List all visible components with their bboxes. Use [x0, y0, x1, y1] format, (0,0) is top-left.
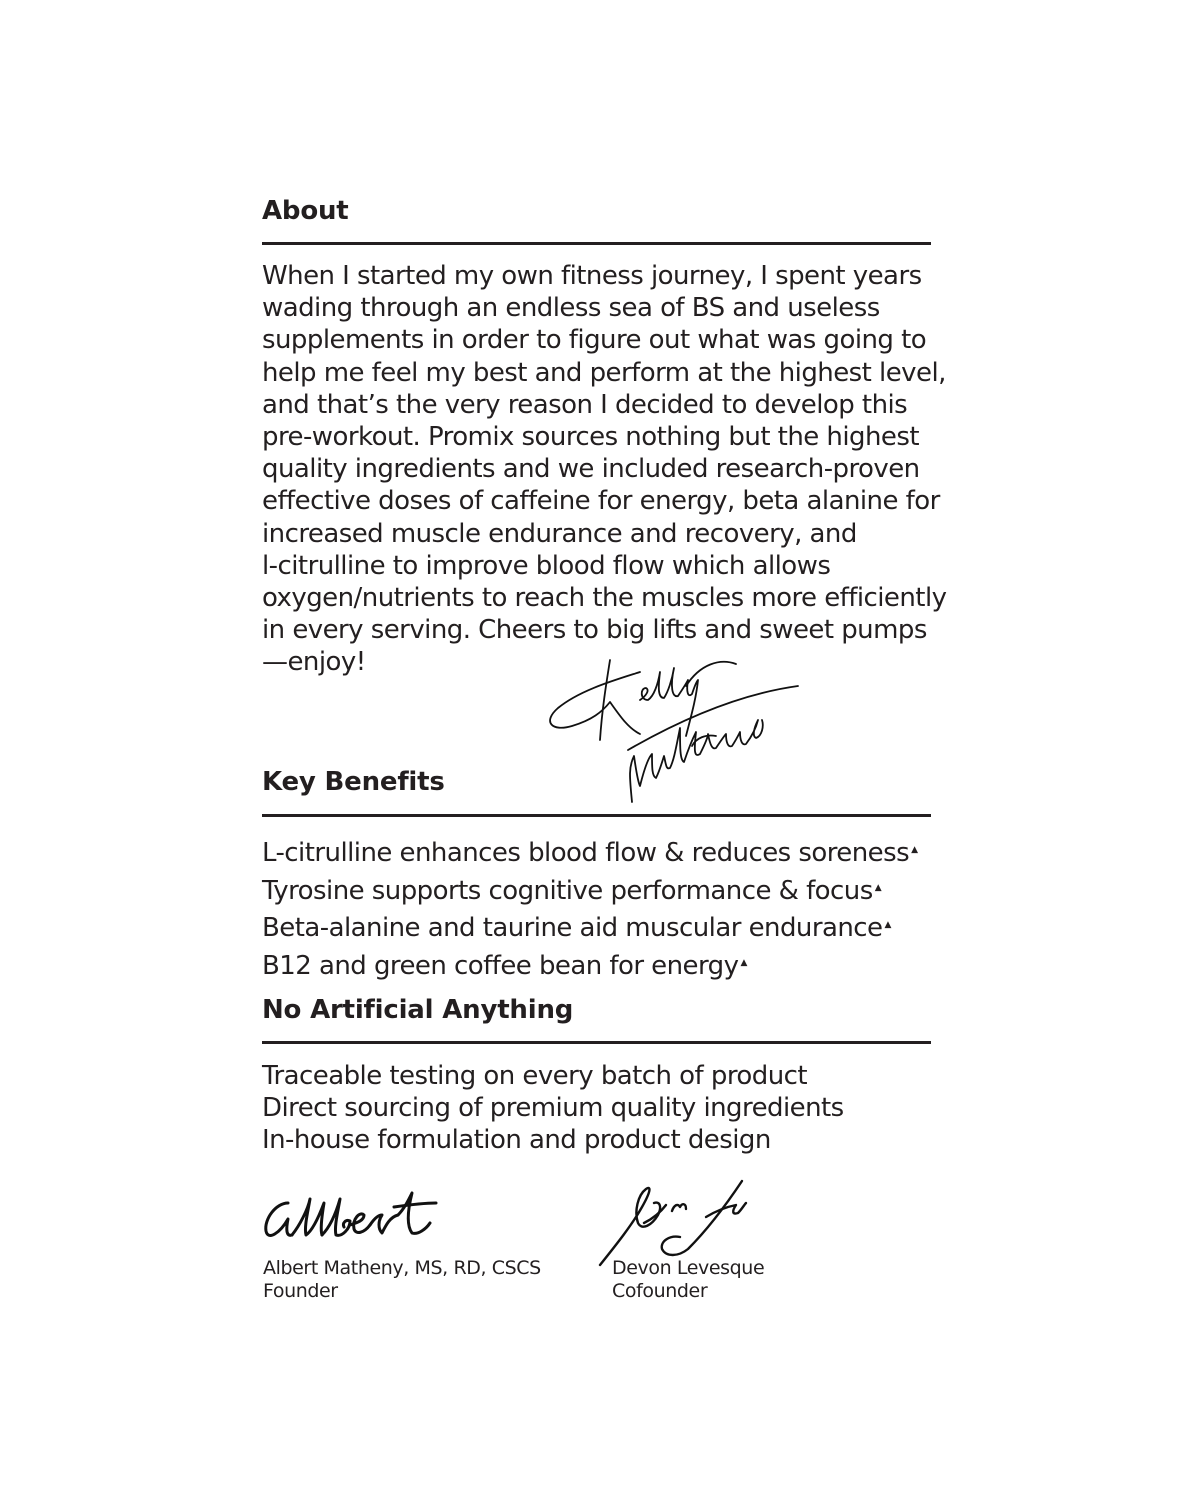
founder-role: Founder	[263, 1280, 338, 1302]
albert-signature	[258, 1185, 448, 1250]
list-item: Traceable testing on every batch of product	[262, 1061, 808, 1091]
about-line: increased muscle endurance and recovery, and	[262, 518, 857, 549]
about-heading: About	[262, 196, 349, 226]
no-artificial-list	[262, 1060, 844, 1156]
about-line: l-citrulline to improve blood flow which allows	[262, 550, 831, 581]
key-benefits-heading: Key Benefits	[262, 767, 445, 797]
list-item	[262, 908, 918, 946]
triangle-marker-icon: ▲	[740, 957, 748, 968]
cofounder-caption	[612, 1257, 764, 1303]
benefit-text: B12 and green coffee bean for energy	[262, 950, 739, 981]
triangle-marker-icon: ▲	[874, 882, 882, 893]
cofounder-name: Devon Levesque	[612, 1257, 765, 1279]
about-line: and that’s the very reason I decided to develop this	[262, 389, 908, 420]
about-line: —enjoy!	[262, 647, 366, 678]
triangle-marker-icon: ▲	[911, 845, 919, 855]
triangle-marker-icon: ▲	[884, 920, 892, 930]
list-item	[262, 946, 918, 984]
benefit-text: Tyrosine supports cognitive performance & focus	[262, 875, 873, 906]
about-line: effective doses of caffeine for energy, beta alanine for	[262, 486, 940, 517]
kelly-matthews-signature	[540, 650, 810, 810]
about-paragraph	[262, 260, 952, 679]
key-benefits-divider	[262, 814, 931, 817]
about-line: wading through an endless sea of BS and useless	[262, 293, 880, 324]
list-item	[262, 871, 918, 909]
list-item	[262, 833, 918, 871]
about-line: quality ingredients and we included research-proven	[262, 454, 920, 485]
founder-caption	[263, 1257, 541, 1303]
list-item: Direct sourcing of premium quality ingredients	[262, 1093, 844, 1123]
no-artificial-heading: No Artificial Anything	[262, 995, 574, 1025]
devon-levesque-signature	[596, 1175, 756, 1270]
founder-name: Albert Matheny, MS, RD, CSCS	[263, 1257, 541, 1279]
cofounder-role: Cofounder	[612, 1280, 708, 1302]
about-line: in every serving. Cheers to big lifts and sweet pumps	[262, 615, 927, 646]
no-artificial-divider	[262, 1041, 931, 1044]
about-divider	[262, 242, 931, 245]
about-line: When I started my own fitness journey, I spent years	[262, 261, 922, 291]
about-line: help me feel my best and perform at the highest level,	[262, 357, 946, 388]
key-benefits-list	[262, 833, 918, 983]
benefit-text: L-citrulline enhances blood flow & reduces soreness	[262, 838, 910, 868]
about-line: supplements in order to figure out what was going to	[262, 325, 927, 356]
about-line: pre-workout. Promix sources nothing but the highest	[262, 422, 919, 453]
benefit-text: Beta-alanine and taurine aid muscular endurance	[262, 913, 883, 943]
about-line: oxygen/nutrients to reach the muscles more efficiently	[262, 583, 947, 614]
list-item: In-house formulation and product design	[262, 1125, 771, 1155]
